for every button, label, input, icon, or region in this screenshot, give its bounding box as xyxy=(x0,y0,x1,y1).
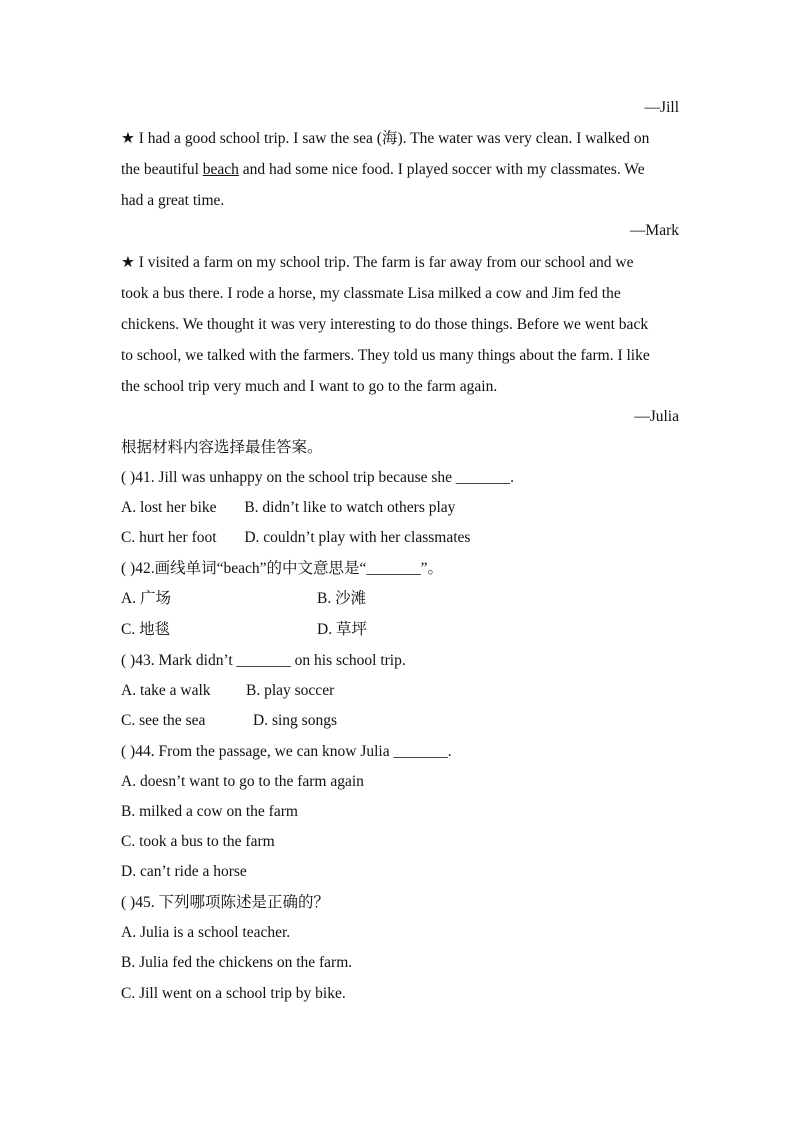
question-42-options-row-1 xyxy=(121,589,679,609)
question-43-options-row-2 xyxy=(121,711,679,731)
question-44-option-c: C. took a bus to the farm xyxy=(121,833,275,850)
option-b: B. play soccer xyxy=(246,682,335,699)
option-d: D. 草坪 xyxy=(317,621,367,638)
option-c: C. hurt her foot xyxy=(121,529,217,546)
question-41-stem: ( )41. Jill was unhappy on the school trip because she _______. xyxy=(121,469,515,486)
question-41-options-row-1 xyxy=(121,498,679,518)
underlined-word-beach: beach xyxy=(202,161,239,178)
signature-julia: —Julia xyxy=(634,408,679,425)
mark-paragraph-line-3: had a great time. xyxy=(121,192,225,209)
question-45-stem: ( )45. 下列哪项陈述是正确的？ xyxy=(121,894,329,911)
text-fragment: beautiful xyxy=(143,161,199,178)
option-d: D. couldn’t play with her classmates xyxy=(244,529,471,546)
option-b: B. didn’t like to watch others play xyxy=(244,499,456,516)
mark-paragraph-line-1: ★ I had a good school trip. I saw the sea (海). The water was very clean. I walked on xyxy=(121,130,650,147)
option-d: D. sing songs xyxy=(253,712,337,729)
question-45-option-b: B. Julia fed the chickens on the farm. xyxy=(121,954,353,971)
option-a: A. take a walk xyxy=(121,682,211,699)
question-44-option-a: A. doesn’t want to go to the farm again xyxy=(121,773,364,790)
question-44-option-d: D. can’t ride a horse xyxy=(121,863,247,880)
question-43-options-row-1 xyxy=(121,681,679,701)
signature-jill: —Jill xyxy=(644,99,679,116)
option-a: A. lost her bike xyxy=(121,499,217,516)
text-fragment: and had some nice food. I played soccer with my classmates. We xyxy=(238,161,645,178)
signature-mark: —Mark xyxy=(629,222,679,239)
option-c: C. see the sea xyxy=(121,712,206,729)
mark-paragraph-line-2 xyxy=(121,160,679,180)
julia-paragraph-line-5: the school trip very much and I want to go to the farm again. xyxy=(121,378,498,395)
question-43-stem: ( )43. Mark didn’t _______ on his school trip. xyxy=(121,652,406,669)
question-44-stem: ( )44. From the passage, we can know Julia _______. xyxy=(121,743,452,760)
julia-paragraph-line-2: took a bus there. I rode a horse, my classmate Lisa milked a cow and Jim fed the xyxy=(121,285,621,302)
question-42-stem: ( )42.画线单词“beach”的中文意思是“_______”。 xyxy=(121,560,443,577)
question-45-option-c: C. Jill went on a school trip by bike. xyxy=(121,985,346,1002)
question-42-options-row-2 xyxy=(121,620,679,640)
instruction: 根据材料内容选择最佳答案。 xyxy=(121,439,323,456)
question-44-option-b: B. milked a cow on the farm xyxy=(121,803,298,820)
question-45-option-a: A. Julia is a school teacher. xyxy=(121,924,291,941)
option-c: C. 地毯 xyxy=(121,621,171,638)
julia-paragraph-line-4: to school, we talked with the farmers. They told us many things about the farm. I like xyxy=(121,347,650,364)
option-b: B. 沙滩 xyxy=(317,590,367,607)
julia-paragraph-line-3: chickens. We thought it was very interesting to do those things. Before we went back xyxy=(121,316,649,333)
julia-paragraph-line-1: ★ I visited a farm on my school trip. The farm is far away from our school and we xyxy=(121,254,634,271)
question-41-options-row-2 xyxy=(121,528,679,548)
text-fragment: the xyxy=(121,161,144,178)
option-a: A. 广场 xyxy=(121,590,171,607)
